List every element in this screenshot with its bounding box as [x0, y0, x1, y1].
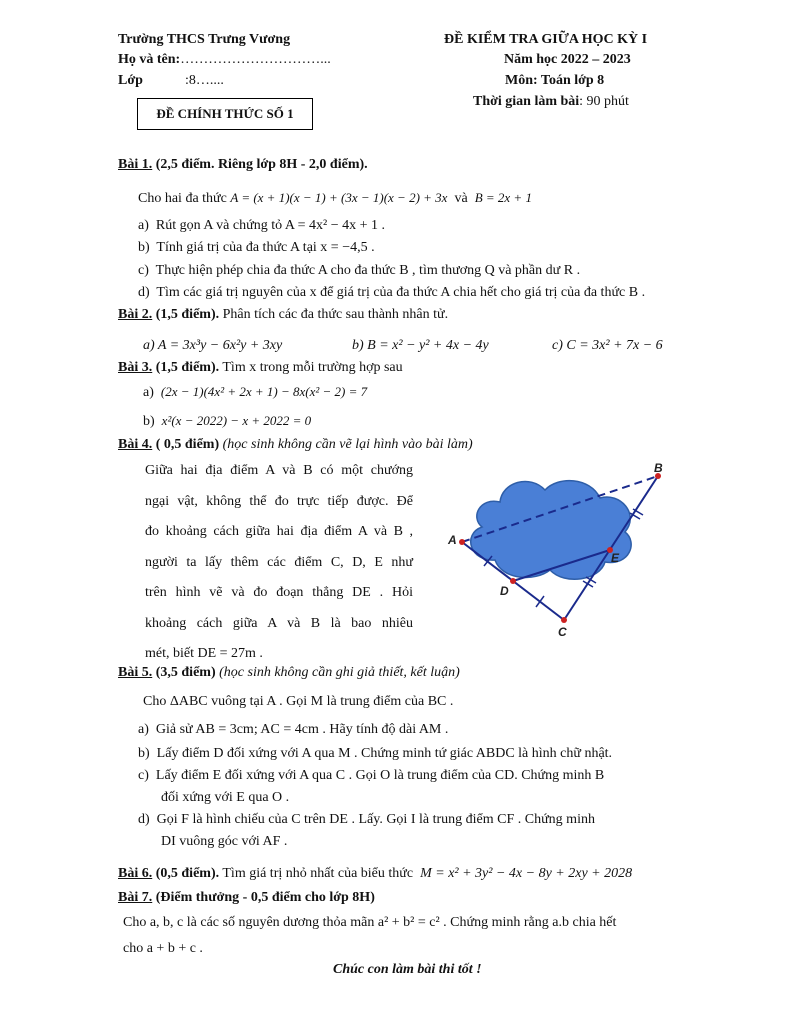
bai1-b: b) Tính giá trị của đa thức A tại x = −4,5 .: [138, 240, 375, 255]
bai2-b: b) B = x² − y² + 4x − 4y: [352, 338, 489, 353]
bai5-d: d) Gọi F là hình chiếu của C trên DE . Lấy. Gọi I là trung điểm CF . Chứng minh: [138, 812, 595, 827]
bai5-a: a) Giả sử AB = 3cm; AC = 4cm . Hãy tính độ dài AM .: [138, 722, 449, 737]
footer-wish: Chúc con làm bài thi tốt !: [333, 962, 482, 977]
bai4-heading: Bài 4. ( 0,5 điểm) (học sinh không cần vẽ lại hình vào bài làm): [118, 437, 473, 452]
obstacle-cloud: [471, 481, 631, 580]
bai7-line2: cho a + b + c .: [123, 941, 203, 956]
subject: Môn: Toán lớp 8: [505, 73, 605, 88]
label-B: B: [654, 462, 663, 475]
bai7-line1: Cho a, b, c là các số nguyên dương thỏa mãn a² + b² = c² . Chứng minh rằng a.b chia hết: [123, 915, 617, 930]
bai4-line: ngại vật, không thể đo trực tiếp được. Để: [145, 493, 413, 509]
bai5-b: b) Lấy điểm D đối xứng với A qua M . Chứng minh tứ giác ABDC là hình chữ nhật.: [138, 746, 613, 761]
bai3-heading: Bài 3. (1,5 điểm). Tìm x trong mỗi trường hợp sau: [118, 360, 403, 375]
exam-time: Thời gian làm bài: 90 phút: [473, 94, 629, 109]
school-year: Năm học 2022 – 2023: [504, 52, 631, 67]
official-box: ĐỀ CHÍNH THỨC SỐ 1: [137, 98, 313, 130]
name-label: Họ và tên:…………………………...: [118, 52, 331, 67]
school-name: Trường THCS Trưng Vương: [118, 32, 291, 47]
label-A: A: [448, 533, 457, 547]
bai3-b: b) x²(x − 2022) − x + 2022 = 0: [143, 413, 312, 429]
bai1-a: a) Rút gọn A và chứng tỏ A = 4x² − 4x + 1 .: [138, 218, 386, 233]
bai4-paragraph: [145, 456, 413, 670]
exam-title: ĐỀ KIỂM TRA GIỮA HỌC KỲ I: [444, 32, 648, 47]
bai4-line: Giữa hai địa điểm A và B có một chướng: [145, 463, 413, 478]
bai6-heading: Bài 6. (0,5 điểm). Tìm giá trị nhỏ nhất của biểu thức M = x² + 3y² − 4x − 8y + 2xy + 2028: [118, 866, 633, 881]
label-D: D: [500, 584, 509, 598]
class-value: :8…....: [185, 73, 224, 88]
bai1-d: d) Tìm các giá trị nguyên của x để giá trị của đa thức A chia hết cho giá trị của đa thức B .: [138, 285, 646, 300]
bai4-line: trên hình vẽ và đo đoạn thẳng DE . Hỏi: [145, 585, 413, 600]
bai5-intro: Cho ΔABC vuông tại A . Gọi M là trung điểm của BC .: [143, 694, 454, 709]
bai4-line: khoảng cách giữa A và B là bao nhiêu: [145, 615, 413, 631]
label-C: C: [558, 625, 567, 639]
bai3-a: a) (2x − 1)(4x² + 2x + 1) − 8x(x² − 2) = 7: [143, 384, 368, 400]
bai4-line: người ta lấy thêm các điểm C, D, E như: [145, 554, 413, 570]
bai5-c: c) Lấy điểm E đối xứng với A qua C . Gọi O là trung điểm của CD. Chứng minh B: [138, 768, 605, 783]
bai4-line: đo khoảng cách giữa hai địa điểm A và B ,: [145, 524, 413, 539]
bai2-c: c) C = 3x² + 7x − 6: [552, 338, 663, 353]
bai5-heading: Bài 5. (3,5 điểm) (học sinh không cần ghi giả thiết, kết luận): [118, 665, 460, 680]
bai4-line: mét, biết DE = 27m .: [145, 646, 263, 661]
bai5-c-cont: đối xứng với E qua O .: [161, 790, 290, 805]
bai4-figure: [440, 462, 680, 642]
bai1-c: c) Thực hiện phép chia đa thức A cho đa thức B , tìm thương Q và phần dư R .: [138, 263, 581, 278]
bai5-d-cont: DI vuông góc với AF .: [161, 834, 288, 849]
bai2-heading: Bài 2. (1,5 điểm). Phân tích các đa thức sau thành nhân tử.: [118, 307, 449, 322]
bai1-heading: Bài 1. (2,5 điểm. Riêng lớp 8H - 2,0 điểm).: [118, 157, 368, 172]
bai2-a: a) A = 3x³y − 6x²y + 3xy: [143, 338, 283, 353]
bai1-intro: Cho hai đa thức A = (x + 1)(x − 1) + (3x − 1)(x − 2) + 3x và B = 2x + 1: [138, 190, 532, 206]
class-label: Lớp: [118, 73, 143, 88]
label-E: E: [611, 551, 620, 565]
bai7-heading: Bài 7. (Điểm thưởng - 0,5 điểm cho lớp 8H): [118, 890, 375, 905]
